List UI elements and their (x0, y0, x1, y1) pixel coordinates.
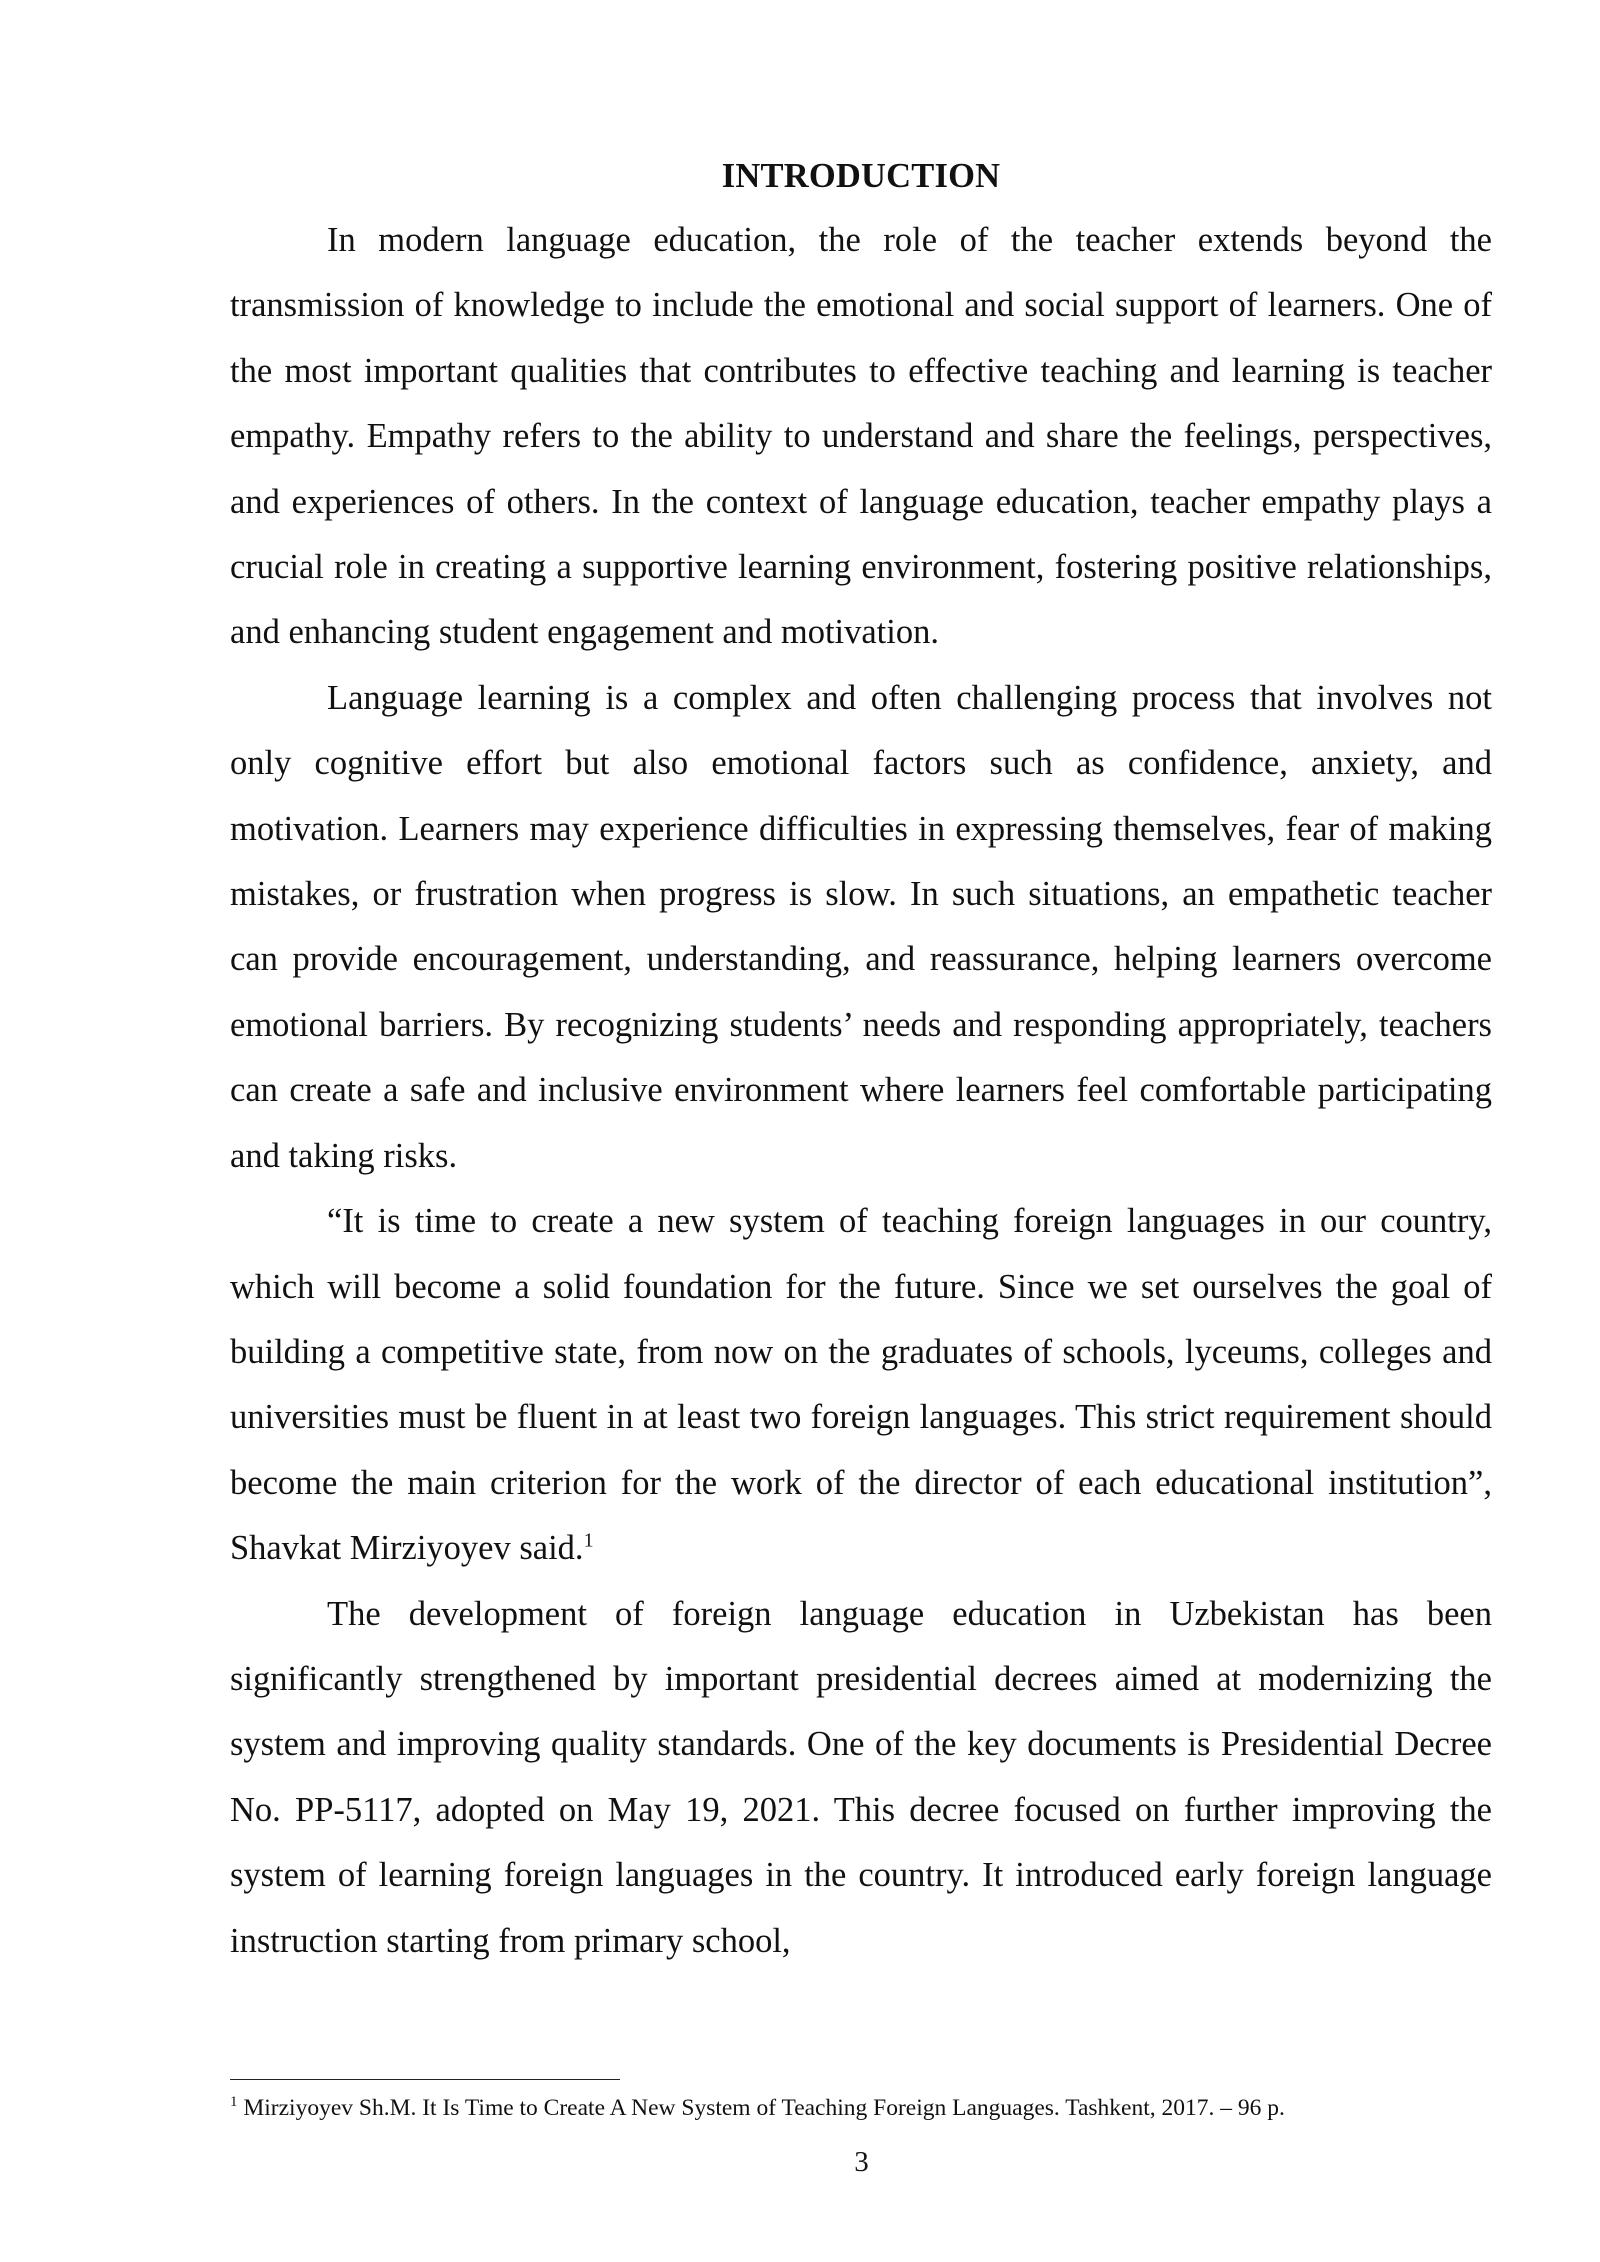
footnote-separator (230, 2079, 620, 2080)
paragraph (230, 208, 1492, 666)
paragraph (230, 666, 1492, 1189)
page-number: 3 (854, 2146, 869, 2178)
paragraph-text: The development of foreign language education in Uzbekistan has been significantly strengthened by important presidential decrees aimed at modernizing the system and improving quality standards. One of the key documents is Presidential Decree No. PP-5117, adopted on May 19, 2021. This decree focused on further improving the system of learning foreign languages in the country. It introduced early foreign language instruction starting from primary school, (230, 1594, 1492, 1960)
footnote-marker: 1 (230, 2094, 238, 2111)
footnote-reference[interactable]: 1 (583, 1529, 594, 1552)
footnote (230, 2093, 1492, 2123)
paragraph (230, 1582, 1492, 1974)
footnote-text: Mirziyoyev Sh.M. It Is Time to Create A New System of Teaching Foreign Languages. Tashkent, 2017. – 96 p. (243, 2095, 1285, 2121)
page-body (230, 152, 1492, 1974)
paragraph (230, 1189, 1492, 1581)
paragraph-text: Language learning is a complex and often challenging process that involves not only cognitive effort but also emotional factors such as confidence, anxiety, and motivation. Learners may experience difficulties in expressing themselves, fear of making mistakes, or frustration when progress is slow. In such situations, an empathetic teacher can provide encouragement, understanding, and reassurance, helping learners overcome emotional barriers. By recognizing students’ needs and responding appropriately, teachers can create a safe and inclusive environment where learners feel comfortable participating and taking risks. (230, 678, 1492, 1175)
paragraph-text: In modern language education, the role of the teacher extends beyond the transmission of knowledge to include the emotional and social support of learners. One of the most important qualities that contributes to effective teaching and learning is teacher empathy. Empathy refers to the ability to understand and share the feelings, perspectives, and experiences of others. In the context of language education, teacher empathy plays a crucial role in creating a supportive learning environment, fostering positive relationships, and enhancing student engagement and motivation. (230, 221, 1492, 652)
paragraph-text: “It is time to create a new system of teaching foreign languages in our country, which will become a solid foundation for the future. Since we set ourselves the goal of building a competitive state, from now on the graduates of schools, lyceums, colleges and universities must be fluent in at least two foreign languages. This strict requirement should become the main criterion for the work of the director of each educational institution”, Shavkat Mirziyoyev said. (230, 1202, 1492, 1568)
section-title: INTRODUCTION (721, 157, 1001, 195)
